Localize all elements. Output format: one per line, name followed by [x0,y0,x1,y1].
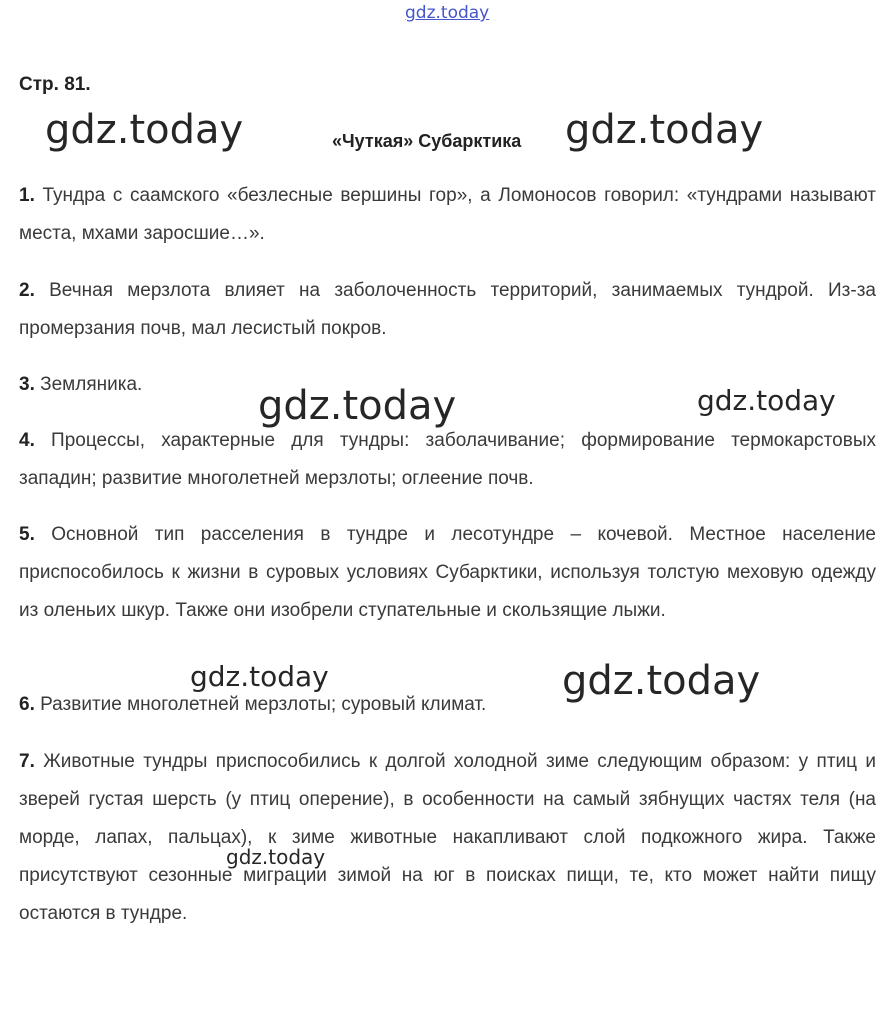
answer-number: 7. [19,751,35,772]
watermark: gdz.today [697,384,836,417]
answer-number: 1. [19,185,35,206]
answer-text: Процессы, характерные для тундры: заболачивание; формирование термокарстовых западин; развитие многолетней мерзлоты; оглеение почв. [19,430,876,489]
watermark: gdz.today [45,107,244,153]
answer-text: Тундра с саамского «безлесные вершины гор», а Ломоносов говорил: «тундрами называют места, мхами заросшие…». [19,185,876,244]
watermark: gdz.today [258,383,457,429]
section-title: «Чуткая» Субарктика [332,131,522,151]
answer-5 [19,516,876,630]
answer-4 [19,422,876,498]
answer-1 [19,177,876,253]
answer-text: Земляника. [40,374,143,395]
answer-number: 5. [19,524,35,545]
watermark: gdz.today [190,660,329,693]
answer-2 [19,272,876,348]
answer-text: Вечная мерзлота влияет на заболоченность территорий, занимаемых тундрой. Из-за промерзания почв, мал лесистый покров. [19,280,876,339]
answer-text: Основной тип расселения в тундре и лесотундре – кочевой. Местное население приспособилось к жизни в суровых условиях Субарктики, используя толстую меховую одежду из оленьих шкур. Также они изобрели ступательные и скользящие лыжи. [19,524,877,621]
answer-number: 6. [19,694,35,715]
answer-7 [19,743,876,933]
answer-number: 2. [19,280,35,301]
answer-number: 3. [19,374,35,395]
watermark: gdz.today [562,658,761,704]
watermark: gdz.today [565,107,764,153]
answer-text: Развитие многолетней мерзлоты; суровый климат. [40,694,487,715]
top-watermark-link[interactable]: gdz.today [405,3,490,23]
page-number: Стр. 81. [19,74,91,95]
answer-text: Животные тундры приспособились к долгой холодной зиме следующим образом: у птиц и зверей густая шерсть (у птиц оперение), в особенности на самый зябнущих частях теля (на морде, лапах, пальцах), к зиме животные накапливают слой подкожного жира. Также присутствуют сезонные миграции зимой на юг в поисках пищи, те, кто может найти пищу остаются в тундре. [19,751,876,924]
answer-number: 4. [19,430,35,451]
watermark: gdz.today [226,845,326,869]
